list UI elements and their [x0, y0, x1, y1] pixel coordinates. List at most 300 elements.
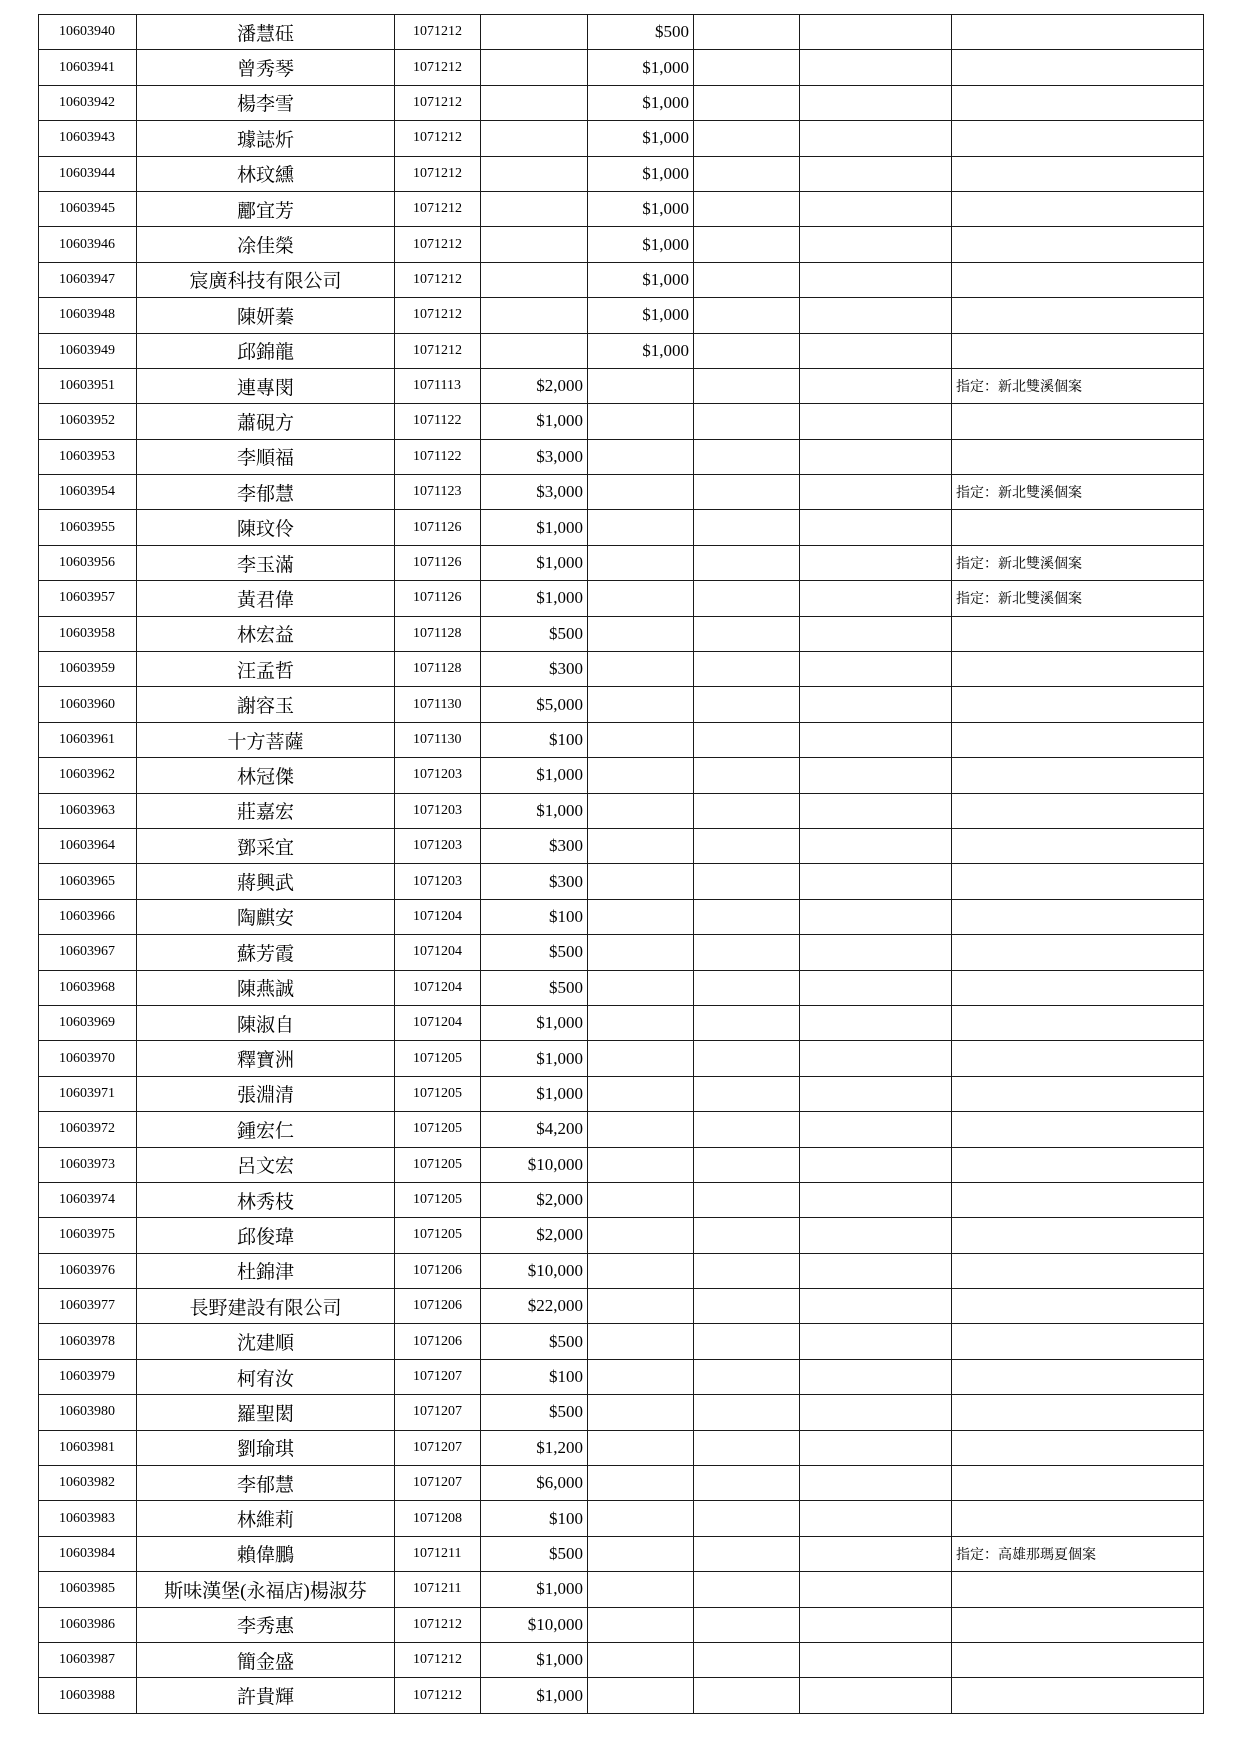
amount-column-1 — [481, 191, 588, 226]
table-row — [39, 1076, 1204, 1111]
table-row — [39, 1395, 1204, 1430]
empty-cell — [800, 1218, 952, 1253]
amount-column-1 — [481, 262, 588, 297]
table-row — [39, 510, 1204, 545]
note-cell — [952, 404, 1204, 439]
amount-column-1: $1,200 — [481, 1430, 588, 1465]
donation-date: 1071205 — [395, 1147, 481, 1182]
table-row — [39, 1005, 1204, 1040]
table-row — [39, 475, 1204, 510]
empty-cell — [800, 935, 952, 970]
donation-date: 1071203 — [395, 793, 481, 828]
receipt-number: 10603967 — [39, 935, 137, 970]
receipt-number: 10603962 — [39, 758, 137, 793]
donation-date: 1071126 — [395, 545, 481, 580]
empty-cell — [694, 828, 800, 863]
table-row — [39, 1642, 1204, 1677]
empty-cell — [800, 121, 952, 156]
receipt-number: 10603984 — [39, 1536, 137, 1571]
amount-column-1: $1,000 — [481, 793, 588, 828]
donation-date: 1071212 — [395, 227, 481, 262]
amount-column-1 — [481, 298, 588, 333]
amount-column-2 — [588, 1359, 694, 1394]
amount-column-2 — [588, 793, 694, 828]
amount-column-2 — [588, 404, 694, 439]
note-cell — [952, 1218, 1204, 1253]
amount-column-2: $1,000 — [588, 191, 694, 226]
donor-name: 長野建設有限公司 — [137, 1289, 395, 1324]
amount-column-2 — [588, 1607, 694, 1642]
amount-column-2: $1,000 — [588, 121, 694, 156]
table-row — [39, 191, 1204, 226]
empty-cell — [694, 1501, 800, 1536]
donation-date: 1071128 — [395, 652, 481, 687]
amount-column-1: $1,000 — [481, 1076, 588, 1111]
donation-date: 1071205 — [395, 1112, 481, 1147]
donor-name: 簡金盛 — [137, 1642, 395, 1677]
donor-name: 李郁慧 — [137, 475, 395, 510]
table-row — [39, 156, 1204, 191]
empty-cell — [694, 1112, 800, 1147]
table-row — [39, 368, 1204, 403]
donor-name: 黃君偉 — [137, 581, 395, 616]
note-cell — [952, 1607, 1204, 1642]
donation-date: 1071212 — [395, 121, 481, 156]
donation-date: 1071212 — [395, 15, 481, 50]
receipt-number: 10603979 — [39, 1359, 137, 1394]
table-row — [39, 1289, 1204, 1324]
receipt-number: 10603956 — [39, 545, 137, 580]
table-row — [39, 1359, 1204, 1394]
donor-name: 璩誌炘 — [137, 121, 395, 156]
donor-name: 楊李雪 — [137, 85, 395, 120]
amount-column-2 — [588, 1395, 694, 1430]
empty-cell — [694, 864, 800, 899]
receipt-number: 10603946 — [39, 227, 137, 262]
note-cell — [952, 439, 1204, 474]
donation-date: 1071207 — [395, 1359, 481, 1394]
note-cell — [952, 510, 1204, 545]
empty-cell — [694, 15, 800, 50]
amount-column-2 — [588, 545, 694, 580]
receipt-number: 10603983 — [39, 1501, 137, 1536]
amount-column-2 — [588, 475, 694, 510]
empty-cell — [694, 50, 800, 85]
note-cell — [952, 864, 1204, 899]
table-row — [39, 1218, 1204, 1253]
table-body — [39, 15, 1204, 1714]
empty-cell — [800, 1572, 952, 1607]
donor-name: 邱俊瑋 — [137, 1218, 395, 1253]
empty-cell — [800, 1147, 952, 1182]
empty-cell — [694, 475, 800, 510]
amount-column-2 — [588, 1218, 694, 1253]
note-cell — [952, 50, 1204, 85]
table-row — [39, 545, 1204, 580]
donor-name: 林冠傑 — [137, 758, 395, 793]
donation-date: 1071206 — [395, 1289, 481, 1324]
receipt-number: 10603958 — [39, 616, 137, 651]
table-row — [39, 1466, 1204, 1501]
amount-column-2 — [588, 1324, 694, 1359]
amount-column-1: $22,000 — [481, 1289, 588, 1324]
amount-column-1: $100 — [481, 1501, 588, 1536]
donation-date: 1071126 — [395, 510, 481, 545]
empty-cell — [800, 722, 952, 757]
table-row — [39, 1678, 1204, 1713]
amount-column-2: $1,000 — [588, 333, 694, 368]
note-cell — [952, 298, 1204, 333]
empty-cell — [694, 156, 800, 191]
donor-name: 林玟纁 — [137, 156, 395, 191]
amount-column-2: $1,000 — [588, 85, 694, 120]
donor-name: 蕭硯方 — [137, 404, 395, 439]
empty-cell — [800, 156, 952, 191]
table-row — [39, 1112, 1204, 1147]
note-cell — [952, 652, 1204, 687]
table-row — [39, 121, 1204, 156]
donor-name: 呂文宏 — [137, 1147, 395, 1182]
empty-cell — [694, 1607, 800, 1642]
receipt-number: 10603982 — [39, 1466, 137, 1501]
donor-name: 宸廣科技有限公司 — [137, 262, 395, 297]
empty-cell — [800, 1041, 952, 1076]
amount-column-2 — [588, 1430, 694, 1465]
amount-column-2 — [588, 864, 694, 899]
donor-name: 潘慧砡 — [137, 15, 395, 50]
amount-column-2 — [588, 1572, 694, 1607]
amount-column-2 — [588, 652, 694, 687]
amount-column-1 — [481, 156, 588, 191]
donation-date: 1071212 — [395, 1678, 481, 1713]
donation-date: 1071211 — [395, 1536, 481, 1571]
note-cell: 指定：新北雙溪個案 — [952, 475, 1204, 510]
receipt-number: 10603985 — [39, 1572, 137, 1607]
amount-column-1: $1,000 — [481, 510, 588, 545]
amount-column-1: $10,000 — [481, 1253, 588, 1288]
amount-column-2 — [588, 758, 694, 793]
donor-name: 陳玟伶 — [137, 510, 395, 545]
empty-cell — [800, 1289, 952, 1324]
table-row — [39, 1430, 1204, 1465]
donation-date: 1071208 — [395, 1501, 481, 1536]
donor-name: 林秀枝 — [137, 1182, 395, 1217]
note-cell — [952, 687, 1204, 722]
amount-column-2 — [588, 935, 694, 970]
amount-column-1: $300 — [481, 652, 588, 687]
receipt-number: 10603960 — [39, 687, 137, 722]
note-cell — [952, 722, 1204, 757]
donor-name: 蘇芳霞 — [137, 935, 395, 970]
amount-column-1: $1,000 — [481, 1678, 588, 1713]
donation-date: 1071211 — [395, 1572, 481, 1607]
amount-column-2: $500 — [588, 15, 694, 50]
donation-date: 1071207 — [395, 1430, 481, 1465]
receipt-number: 10603952 — [39, 404, 137, 439]
empty-cell — [694, 191, 800, 226]
empty-cell — [694, 1147, 800, 1182]
amount-column-1: $2,000 — [481, 368, 588, 403]
receipt-number: 10603943 — [39, 121, 137, 156]
empty-cell — [800, 545, 952, 580]
empty-cell — [694, 1041, 800, 1076]
table-row — [39, 793, 1204, 828]
receipt-number: 10603942 — [39, 85, 137, 120]
note-cell — [952, 1147, 1204, 1182]
receipt-number: 10603951 — [39, 368, 137, 403]
empty-cell — [800, 1253, 952, 1288]
donation-date: 1071122 — [395, 404, 481, 439]
receipt-number: 10603947 — [39, 262, 137, 297]
table-row — [39, 687, 1204, 722]
donation-date: 1071212 — [395, 1642, 481, 1677]
empty-cell — [694, 1395, 800, 1430]
note-cell — [952, 121, 1204, 156]
amount-column-2 — [588, 1466, 694, 1501]
amount-column-1: $1,000 — [481, 1041, 588, 1076]
table-row — [39, 899, 1204, 934]
donation-date: 1071212 — [395, 191, 481, 226]
amount-column-1 — [481, 85, 588, 120]
amount-column-1: $100 — [481, 899, 588, 934]
table-row — [39, 616, 1204, 651]
table-row — [39, 1536, 1204, 1571]
note-cell — [952, 899, 1204, 934]
empty-cell — [800, 227, 952, 262]
donation-date: 1071203 — [395, 828, 481, 863]
amount-column-1: $3,000 — [481, 439, 588, 474]
note-cell — [952, 1395, 1204, 1430]
receipt-number: 10603978 — [39, 1324, 137, 1359]
note-cell: 指定：新北雙溪個案 — [952, 545, 1204, 580]
note-cell: 指定：高雄那瑪夏個案 — [952, 1536, 1204, 1571]
note-cell — [952, 227, 1204, 262]
donation-date: 1071204 — [395, 899, 481, 934]
donor-name: 羅聖閎 — [137, 1395, 395, 1430]
note-cell — [952, 1076, 1204, 1111]
amount-column-1: $500 — [481, 1395, 588, 1430]
empty-cell — [800, 1182, 952, 1217]
note-cell — [952, 935, 1204, 970]
empty-cell — [800, 652, 952, 687]
note-cell — [952, 828, 1204, 863]
empty-cell — [800, 262, 952, 297]
table-row — [39, 1182, 1204, 1217]
donor-name: 賴偉鵬 — [137, 1536, 395, 1571]
amount-column-2 — [588, 616, 694, 651]
donation-date: 1071122 — [395, 439, 481, 474]
empty-cell — [694, 1642, 800, 1677]
note-cell — [952, 1005, 1204, 1040]
amount-column-1: $3,000 — [481, 475, 588, 510]
table-row — [39, 1501, 1204, 1536]
donor-name: 李秀惠 — [137, 1607, 395, 1642]
amount-column-1: $300 — [481, 864, 588, 899]
empty-cell — [800, 333, 952, 368]
empty-cell — [694, 899, 800, 934]
empty-cell — [694, 687, 800, 722]
donor-name: 謝容玉 — [137, 687, 395, 722]
empty-cell — [694, 404, 800, 439]
note-cell — [952, 758, 1204, 793]
note-cell — [952, 1466, 1204, 1501]
empty-cell — [694, 1324, 800, 1359]
empty-cell — [694, 1289, 800, 1324]
amount-column-1: $1,000 — [481, 1642, 588, 1677]
empty-cell — [800, 616, 952, 651]
empty-cell — [800, 970, 952, 1005]
empty-cell — [694, 1359, 800, 1394]
amount-column-2 — [588, 1041, 694, 1076]
amount-column-2 — [588, 1501, 694, 1536]
empty-cell — [694, 1218, 800, 1253]
receipt-number: 10603976 — [39, 1253, 137, 1288]
table-row — [39, 227, 1204, 262]
empty-cell — [800, 85, 952, 120]
amount-column-1 — [481, 121, 588, 156]
amount-column-2 — [588, 1678, 694, 1713]
empty-cell — [694, 298, 800, 333]
donor-name: 十方菩薩 — [137, 722, 395, 757]
amount-column-2 — [588, 687, 694, 722]
amount-column-1: $1,000 — [481, 1005, 588, 1040]
amount-column-2 — [588, 1253, 694, 1288]
amount-column-2 — [588, 1289, 694, 1324]
receipt-number: 10603961 — [39, 722, 137, 757]
amount-column-1: $4,200 — [481, 1112, 588, 1147]
amount-column-1: $1,000 — [481, 1572, 588, 1607]
note-cell — [952, 1289, 1204, 1324]
note-cell — [952, 1501, 1204, 1536]
table-row — [39, 758, 1204, 793]
empty-cell — [800, 899, 952, 934]
note-cell — [952, 1359, 1204, 1394]
empty-cell — [694, 722, 800, 757]
donation-date: 1071212 — [395, 50, 481, 85]
amount-column-2 — [588, 439, 694, 474]
note-cell — [952, 156, 1204, 191]
empty-cell — [800, 758, 952, 793]
amount-column-1 — [481, 50, 588, 85]
empty-cell — [694, 1678, 800, 1713]
empty-cell — [694, 616, 800, 651]
empty-cell — [800, 1324, 952, 1359]
table-row — [39, 85, 1204, 120]
note-cell — [952, 85, 1204, 120]
empty-cell — [694, 85, 800, 120]
table-row — [39, 298, 1204, 333]
donation-date: 1071205 — [395, 1076, 481, 1111]
donation-date: 1071204 — [395, 970, 481, 1005]
donor-name: 酈宜芳 — [137, 191, 395, 226]
amount-column-1: $500 — [481, 970, 588, 1005]
amount-column-2: $1,000 — [588, 50, 694, 85]
amount-column-1: $500 — [481, 616, 588, 651]
note-cell — [952, 262, 1204, 297]
amount-column-2 — [588, 1112, 694, 1147]
amount-column-2 — [588, 1642, 694, 1677]
receipt-number: 10603980 — [39, 1395, 137, 1430]
receipt-number: 10603941 — [39, 50, 137, 85]
donor-name: 陳淑自 — [137, 1005, 395, 1040]
donor-name: 劉瑜琪 — [137, 1430, 395, 1465]
donor-name: 沈建順 — [137, 1324, 395, 1359]
receipt-number: 10603975 — [39, 1218, 137, 1253]
table-row — [39, 262, 1204, 297]
amount-column-1 — [481, 227, 588, 262]
amount-column-1: $2,000 — [481, 1218, 588, 1253]
donor-name: 鄧采宜 — [137, 828, 395, 863]
donation-date: 1071130 — [395, 687, 481, 722]
donation-date: 1071207 — [395, 1466, 481, 1501]
donor-name: 連專閔 — [137, 368, 395, 403]
note-cell — [952, 616, 1204, 651]
note-cell — [952, 970, 1204, 1005]
donation-date: 1071113 — [395, 368, 481, 403]
empty-cell — [694, 1076, 800, 1111]
donor-name: 陳妍蓁 — [137, 298, 395, 333]
table-row — [39, 970, 1204, 1005]
note-cell — [952, 1041, 1204, 1076]
receipt-number: 10603948 — [39, 298, 137, 333]
note-cell: 指定：新北雙溪個案 — [952, 368, 1204, 403]
empty-cell — [800, 1076, 952, 1111]
amount-column-2 — [588, 1536, 694, 1571]
empty-cell — [694, 439, 800, 474]
receipt-number: 10603970 — [39, 1041, 137, 1076]
donor-name: 蔣興武 — [137, 864, 395, 899]
empty-cell — [694, 652, 800, 687]
donor-name: 陶麒安 — [137, 899, 395, 934]
empty-cell — [800, 1005, 952, 1040]
empty-cell — [800, 1642, 952, 1677]
donation-date: 1071212 — [395, 1607, 481, 1642]
empty-cell — [800, 298, 952, 333]
empty-cell — [694, 1253, 800, 1288]
amount-column-2: $1,000 — [588, 156, 694, 191]
receipt-number: 10603955 — [39, 510, 137, 545]
receipt-number: 10603972 — [39, 1112, 137, 1147]
amount-column-1: $1,000 — [481, 758, 588, 793]
amount-column-1: $500 — [481, 1536, 588, 1571]
donor-name: 莊嘉宏 — [137, 793, 395, 828]
empty-cell — [694, 121, 800, 156]
donation-date: 1071204 — [395, 1005, 481, 1040]
empty-cell — [694, 545, 800, 580]
amount-column-1: $1,000 — [481, 545, 588, 580]
empty-cell — [800, 1112, 952, 1147]
donation-date: 1071212 — [395, 85, 481, 120]
table-row — [39, 439, 1204, 474]
table-row — [39, 864, 1204, 899]
donation-date: 1071206 — [395, 1253, 481, 1288]
amount-column-2 — [588, 970, 694, 1005]
empty-cell — [694, 1430, 800, 1465]
donor-name: 邱錦龍 — [137, 333, 395, 368]
empty-cell — [800, 439, 952, 474]
empty-cell — [694, 333, 800, 368]
donor-name: 林宏益 — [137, 616, 395, 651]
table-row — [39, 1041, 1204, 1076]
donation-date: 1071212 — [395, 333, 481, 368]
amount-column-1: $1,000 — [481, 404, 588, 439]
donation-date: 1071205 — [395, 1041, 481, 1076]
table-row — [39, 50, 1204, 85]
amount-column-1 — [481, 15, 588, 50]
empty-cell — [800, 15, 952, 50]
donor-name: 釋寶洲 — [137, 1041, 395, 1076]
empty-cell — [694, 227, 800, 262]
